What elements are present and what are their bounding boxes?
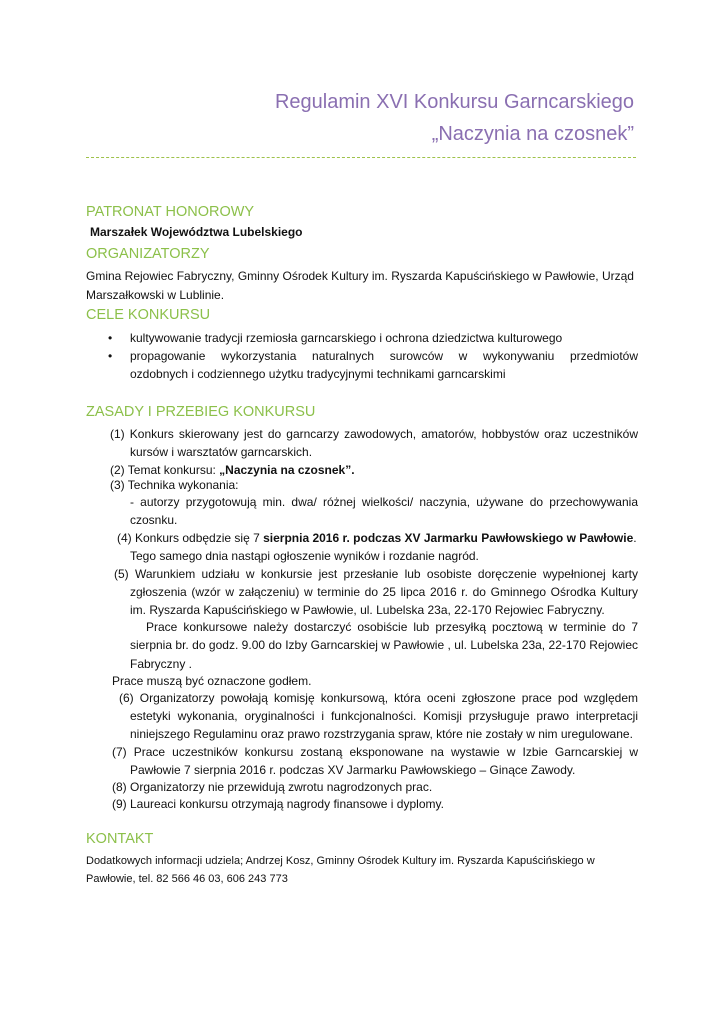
cele-item-2-line1: propagowanie wykorzystania naturalnych surowców w wykonywaniu przedmiotów <box>130 349 638 363</box>
zasady-item-2-theme: „Naczynia na czosnek”. <box>219 463 355 477</box>
cele-item-1: kultywowanie tradycji rzemiosła garncarskiego i ochrona dziedzictwa kulturowego <box>130 331 563 345</box>
zasady-item-6-line2: estetyki wykonania, oryginalności i funkcjonalności. Komisji przysługuje prawo interpretacji <box>130 709 638 723</box>
zasady-item-1-line2: kursów i warsztatów garncarskich. <box>130 445 313 459</box>
zasady-item-5-note: Prace muszą być oznaczone godłem. <box>112 674 312 688</box>
cele-heading: CELE KONKURSU <box>86 307 211 323</box>
zasady-item-5-line4: Prace konkursowe należy dostarczyć osobiście lub przesyłką pocztową w terminie do 7 <box>146 620 638 634</box>
zasady-item-3-line3: czosnku. <box>130 513 178 527</box>
bullet-icon: • <box>108 331 113 345</box>
zasady-item-6-line3: niniejszego Regulaminu oraz prawo rozstrzygania spraw, które nie zostały w nim uregulowane. <box>130 727 633 741</box>
zasady-item-5-line2: zgłoszenia (wzór w załączeniu) w terminie do 25 lipca 2016 r. do Gminnego Ośrodka Kultury <box>130 585 638 599</box>
document-title: Regulamin XVI Konkursu Garncarskiego <box>274 91 634 113</box>
zasady-item-5-line5: sierpnia br. do godz. 9.00 do Izby Garncarskiej w Pawłowie , ul. Lubelska 23a, 22-170 Rejowiec <box>130 638 638 652</box>
kontakt-heading: KONTAKT <box>86 831 154 847</box>
zasady-item-4-prefix: (4) Konkurs odbędzie się 7 <box>117 531 264 545</box>
organizatorzy-line1: Gmina Rejowiec Fabryczny, Gminny Ośrodek Kultury im. Ryszarda Kapuścińskiego w Pawłowie, Urząd <box>86 269 634 283</box>
zasady-item-2-prefix: (2) Temat konkursu: <box>110 463 220 477</box>
zasady-item-4-line2: Tego samego dnia nastąpi ogłoszenie wyników i rozdanie nagród. <box>130 549 479 563</box>
zasady-item-5-line3: im. Ryszarda Kapuścińskiego w Pawłowie, ul. Lubelska 23a, 22-170 Rejowiec Fabryczny. <box>130 603 605 617</box>
zasady-item-4-suffix: . <box>633 531 637 545</box>
zasady-item-1-line1: (1) Konkurs skierowany jest do garncarzy zawodowych, amatorów, hobbystów oraz uczestników <box>110 427 638 441</box>
zasady-item-5-line6: Fabryczny . <box>130 657 193 671</box>
kontakt-line2: Pawłowie, tel. 82 566 46 03, 606 243 773 <box>86 873 288 885</box>
zasady-item-9: (9) Laureaci konkursu otrzymają nagrody finansowe i dyplomy. <box>112 797 444 811</box>
cele-item-2-line2: ozdobnych i codziennego użytku tradycyjnymi technikami garncarskimi <box>130 367 506 381</box>
zasady-heading: ZASADY I PRZEBIEG KONKURSU <box>86 404 316 420</box>
zasady-item-4-line1 <box>117 529 637 547</box>
zasady-item-3-line2: - autorzy przygotowują min. dwa/ różnej wielkości/ naczynia, używane do przechowywania <box>130 495 638 509</box>
title-divider <box>86 157 636 158</box>
kontakt-line1: Dodatkowych informacji udziela; Andrzej Kosz, Gminny Ośrodek Kultury im. Ryszarda Kapuścińskiego w <box>86 855 595 867</box>
zasady-item-8: (8) Organizatorzy nie przewidują zwrotu nagrodzonych prac. <box>112 780 433 794</box>
organizatorzy-heading: ORGANIZATORZY <box>86 246 210 262</box>
zasady-item-5-line1: (5) Warunkiem udziału w konkursie jest przesłanie lub osobiste doręczenie wypełnionej karty <box>114 567 638 581</box>
organizatorzy-line2: Marszałkowski w Lublinie. <box>86 288 225 302</box>
zasady-item-4-date: sierpnia 2016 r. podczas XV Jarmarku Pawłowskiego w Pawłowie <box>263 531 634 545</box>
zasady-item-7-line1: (7) Prace uczestników konkursu zostaną eksponowane na wystawie w Izbie Garncarskiej w <box>112 745 638 759</box>
zasady-item-6-line1: (6) Organizatorzy powołają komisję konkursową, która oceni zgłoszone prace pod względem <box>119 691 638 705</box>
document-subtitle: „Naczynia na czosnek” <box>431 123 634 145</box>
patronat-name: Marszałek Województwa Lubelskiego <box>90 225 303 239</box>
zasady-item-7-line2: Pawłowie 7 sierpnia 2016 r. podczas XV Jarmarku Pawłowskiego – Ginące Zawody. <box>130 763 576 777</box>
zasady-item-3-line1: (3) Technika wykonania: <box>110 478 239 492</box>
patronat-heading: PATRONAT HONOROWY <box>86 204 255 220</box>
bullet-icon: • <box>108 349 113 363</box>
